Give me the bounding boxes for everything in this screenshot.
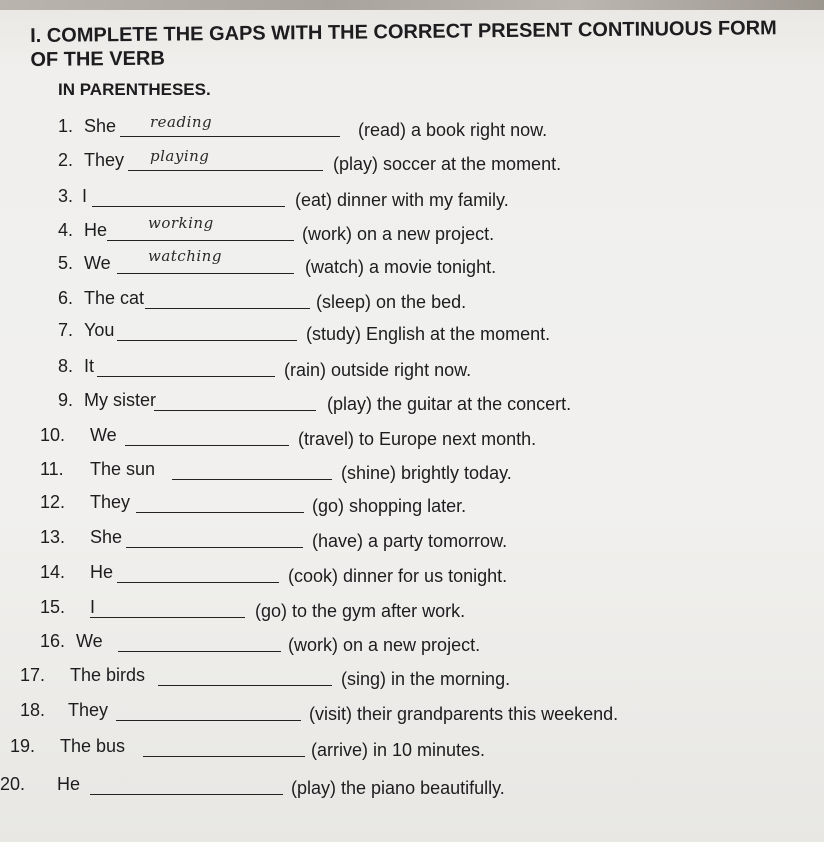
exercise-item (0, 562, 824, 592)
item-subject: He (84, 220, 108, 240)
answer-blank[interactable] (116, 702, 301, 721)
answer-blank[interactable] (136, 494, 304, 513)
item-prompt: (travel) to Europe next month. (298, 429, 537, 449)
instruction-heading-continued: IN PARENTHESES. (58, 80, 211, 99)
item-number: 1. (58, 116, 74, 136)
item-number: 13. (40, 527, 66, 547)
item-number: 12. (40, 492, 66, 512)
answer-blank[interactable] (90, 776, 283, 795)
item-subject: It (84, 356, 95, 376)
item-subject: He (57, 774, 81, 794)
item-prompt: (have) a party tomorrow. (312, 531, 508, 551)
item-prompt: (go) shopping later. (312, 496, 467, 516)
item-subject: We (90, 425, 117, 445)
item-prompt: (work) on a new project. (288, 635, 481, 655)
instruction-heading: I. COMPLETE THE GAPS WITH THE CORRECT PRESENT CONTINUOUS FORM OF THE VERB (30, 17, 777, 71)
exercise-item (0, 597, 824, 627)
item-prompt: (read) a book right now. (358, 120, 548, 140)
item-prompt: (rain) outside right now. (284, 360, 472, 380)
item-number: 19. (10, 736, 36, 756)
exercise-item (0, 356, 824, 386)
answer-blank[interactable] (92, 188, 285, 207)
exercise-item (0, 527, 824, 557)
item-prompt: (watch) a movie tonight. (305, 257, 497, 277)
answer-blank[interactable] (172, 461, 332, 480)
answer-blank[interactable] (90, 599, 245, 618)
item-prompt: (study) English at the moment. (306, 324, 551, 344)
page-top-edge (0, 0, 824, 10)
item-subject: My sister (84, 390, 156, 410)
item-prompt: (work) on a new project. (302, 224, 495, 244)
item-prompt: (visit) their grandparents this weekend. (309, 704, 619, 724)
exercise-item (0, 425, 824, 455)
answer-blank[interactable] (158, 667, 332, 686)
exercise-item (0, 492, 824, 522)
item-subject: She (90, 527, 123, 547)
answer-blank[interactable] (118, 633, 281, 652)
handwritten-answer: watching (148, 247, 222, 265)
item-prompt: (arrive) in 10 minutes. (311, 740, 486, 760)
answer-blank[interactable] (145, 290, 310, 309)
item-prompt: (shine) brightly today. (341, 463, 512, 483)
item-number: 2. (58, 150, 74, 170)
item-number: 7. (58, 320, 74, 340)
item-prompt: (eat) dinner with my family. (295, 190, 509, 210)
exercise-item (0, 214, 824, 250)
exercise-item (0, 459, 824, 489)
exercise-item (0, 186, 824, 216)
handwritten-answer: working (148, 214, 214, 232)
exercise-item (0, 700, 824, 730)
item-number: 8. (58, 356, 74, 376)
answer-blank[interactable] (125, 427, 289, 446)
item-subject: You (84, 320, 115, 340)
item-number: 10. (40, 425, 66, 445)
item-prompt: (play) the guitar at the concert. (327, 394, 572, 414)
item-subject: The sun (90, 459, 156, 479)
answer-blank[interactable] (126, 529, 303, 548)
item-number: 18. (20, 700, 46, 720)
item-prompt: (sleep) on the bed. (316, 292, 467, 312)
exercise-item (0, 665, 824, 695)
answer-blank[interactable] (143, 738, 305, 757)
item-subject: I (82, 186, 88, 206)
item-number: 15. (40, 597, 66, 617)
exercise-item (0, 147, 824, 180)
item-number: 6. (58, 288, 74, 308)
answer-blank[interactable] (154, 392, 316, 411)
item-subject: The cat (84, 288, 145, 308)
answer-blank[interactable] (97, 358, 275, 377)
exercise-item (0, 774, 824, 804)
item-subject: The bus (60, 736, 126, 756)
exercise-item (0, 247, 824, 283)
item-prompt: (go) to the gym after work. (255, 601, 466, 621)
answer-blank[interactable] (117, 564, 279, 583)
item-number: 17. (20, 665, 46, 685)
exercise-item (0, 288, 824, 318)
item-prompt: (cook) dinner for us tonight. (288, 566, 508, 586)
item-subject: They (84, 150, 125, 170)
item-number: 5. (58, 253, 74, 273)
exercise-item (0, 113, 824, 146)
item-number: 16. (40, 631, 66, 651)
exercise-item (0, 320, 824, 350)
item-prompt: (sing) in the morning. (341, 669, 511, 689)
item-subject: He (90, 562, 114, 582)
item-number: 14. (40, 562, 66, 582)
handwritten-answer: reading (150, 113, 213, 131)
item-prompt: (play) the piano beautifully. (291, 778, 505, 798)
item-subject: The birds (70, 665, 146, 685)
item-prompt: (play) soccer at the moment. (333, 154, 562, 174)
item-number: 4. (58, 220, 74, 240)
item-number: 11. (40, 459, 64, 479)
item-subject: I (90, 597, 96, 617)
exercise-item (0, 736, 824, 766)
item-number: 20. (0, 774, 26, 794)
item-number: 3. (58, 186, 74, 206)
item-subject: She (84, 116, 117, 136)
item-number: 9. (58, 390, 74, 410)
handwritten-answer: playing (150, 147, 210, 165)
item-subject: They (90, 492, 131, 512)
item-subject: We (76, 631, 103, 651)
answer-blank[interactable] (117, 322, 297, 341)
exercise-item (0, 390, 824, 420)
item-subject: We (84, 253, 111, 273)
item-subject: They (68, 700, 109, 720)
exercise-item (0, 631, 824, 661)
